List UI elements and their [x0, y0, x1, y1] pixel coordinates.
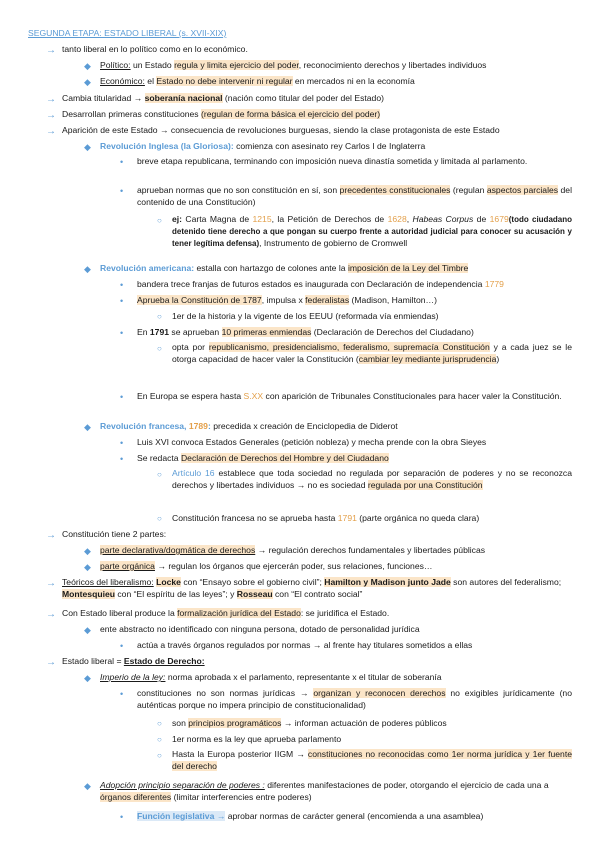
arrow-icon: → [46, 657, 56, 668]
bullet-icon: • [120, 454, 124, 464]
diamond-icon: ◆ [84, 562, 91, 572]
circle-bullet-icon: ○ [157, 514, 162, 523]
text-line: Económico: el Estado no debe intervenir ni regular en mercados ni en la economía [100, 76, 415, 86]
bullet-icon: • [120, 296, 124, 306]
text-line: Se redacta Declaración de Derechos del Hombre y del Ciudadano [137, 453, 389, 463]
text-line: aprueban normas que no son constitución en sí, son precedentes constitucionales (regulan aspectos parciales del contenido de una Constitución) [137, 185, 572, 207]
text-line: tanto liberal en lo político como en lo económico. [62, 44, 248, 54]
text-line: Función legislativa → aprobar normas de carácter general (encomienda a una asamblea) [137, 811, 484, 821]
bullet-icon: • [120, 328, 124, 338]
diamond-icon: ◆ [84, 264, 91, 274]
arrow-icon: → [46, 94, 56, 105]
circle-bullet-icon: ○ [157, 312, 162, 321]
text-line: actúa a través órganos regulados por normas → al frente hay titulares sometidos a ellas [137, 640, 473, 650]
text-line: Cambia titularidad → soberanía nacional (nación como titular del poder del Estado) [62, 93, 384, 103]
text-line: breve etapa republicana, terminando con imposición nueva dinastía sometida y limitada al parlamento. [137, 156, 528, 166]
text-line: Revolución Inglesa (la Gloriosa): comienza con asesinato rey Carlos I de Inglaterra [100, 141, 426, 151]
page-title: SEGUNDA ETAPA: ESTADO LIBERAL (s. XVII-XIX) [28, 28, 227, 38]
bullet-icon: • [120, 392, 124, 402]
text-line: opta por republicanismo, presidencialismo, federalismo, supremacía Constitución y a cada juez se le otorga capacidad de hacer valer la Constitución (cambiar ley mediante jurisprudencia) [172, 342, 572, 364]
text-line: Revolución francesa, 1789: precedida x creación de Enciclopedia de Diderot [100, 421, 398, 431]
text-line: 1er de la historia y la vigente de los EEUU (reformada vía enmiendas) [172, 311, 439, 321]
text-line: ente abstracto no identificado con ninguna persona, dotado de personalidad jurídica [100, 624, 420, 634]
text-line: Con Estado liberal produce la formalización jurídica del Estado: se juridifica el Estado. [62, 608, 390, 618]
diamond-icon: ◆ [84, 673, 91, 683]
diamond-icon: ◆ [84, 546, 91, 556]
text-line: parte declarativa/dogmática de derechos → regulación derechos fundamentales y libertades públicas [100, 545, 486, 555]
bullet-icon: • [120, 689, 124, 699]
circle-bullet-icon: ○ [157, 719, 162, 728]
circle-bullet-icon: ○ [157, 216, 162, 225]
bullet-icon: • [120, 157, 124, 167]
diamond-icon: ◆ [84, 142, 91, 152]
arrow-icon: → [46, 609, 56, 620]
arrow-icon: → [46, 578, 56, 589]
text-line: Aprueba la Constitución de 1787, impulsa x federalistas (Madison, Hamilton…) [137, 295, 437, 305]
text-line: En 1791 se aprueban 10 primeras enmiendas (Declaración de Derechos del Ciudadano) [137, 327, 474, 337]
bullet-icon: • [120, 186, 124, 196]
text-line: Revolución americana: estalla con hartazgo de colones ante la imposición de la Ley del Timbre [100, 263, 469, 273]
text-line: 1er norma es la ley que aprueba parlamento [172, 734, 342, 744]
text-line: Aparición de este Estado → consecuencia de revoluciones burguesas, siendo la clase protagonista de este Estado [62, 125, 500, 135]
bullet-icon: • [120, 280, 124, 290]
text-line: son principios programáticos → informan actuación de poderes públicos [172, 718, 447, 728]
text-line: En Europa se espera hasta S.XX con aparición de Tribunales Constitucionales para hacer valer la Constitución. [137, 391, 562, 401]
text-line: bandera trece franjas de futuros estados es inaugurada con Declaración de independencia 1779 [137, 279, 504, 289]
text-line: constituciones no son normas jurídicas → organizan y reconocen derechos no exigibles jurídicamente (no auténticas porque no impera principio de constitucionalidad) [137, 688, 572, 710]
text-line: Luis XVI convoca Estados Generales (petición nobleza) y mecha prende con la obra Sieyes [137, 437, 487, 447]
text-line: Constitución francesa no se aprueba hasta 1791 (parte orgánica no queda clara) [172, 513, 480, 523]
bullet-icon: • [120, 438, 124, 448]
text-line: Imperio de la ley: norma aprobada x el parlamento, representante x el titular de soberanía [100, 672, 442, 682]
circle-bullet-icon: ○ [157, 344, 162, 353]
text-line: Constitución tiene 2 partes: [62, 529, 167, 539]
text-line: Desarrollan primeras constituciones (regulan de forma básica el ejercicio del poder) [62, 109, 381, 119]
text-line: Teóricos del liberalismo: Locke con “Ensayo sobre el gobierno civil”; Hamilton y Madison junto Jade son autores del federalismo; Montesquieu con “El espíritu de las leyes”; y Rosseau con “El contrato social” [62, 577, 562, 599]
diamond-icon: ◆ [84, 61, 91, 71]
text-line: Artículo 16 establece que toda sociedad no regulada por separación de poderes y no se reconozca derechos y libertades individuos → no es sociedad regulada por una Constitución [172, 468, 572, 490]
text-line: Adopción principio separación de poderes : diferentes manifestaciones de poder, otorgando el ejercicio de cada una a órganos diferentes (limitar interferencies entre poderes) [100, 780, 549, 802]
diamond-icon: ◆ [84, 77, 91, 87]
text-line: Estado liberal = Estado de Derecho: [62, 656, 205, 666]
arrow-icon: → [46, 126, 56, 137]
diamond-icon: ◆ [84, 781, 91, 791]
text-line: parte orgánica → regulan los órganos que ejercerán poder, sus relaciones, funciones… [100, 561, 433, 571]
arrow-icon: → [46, 530, 56, 541]
arrow-icon: → [46, 110, 56, 121]
text-line: Hasta la Europa posterior IIGM → constituciones no reconocidas como 1er norma jurídica y 1er fuente del derecho [172, 749, 573, 771]
text-line: ej: Carta Magna de 1215, la Petición de Derechos de 1628, Habeas Corpus de 1679(todo ciudadano detenido tiene derecho a que pongan su cuerpo frente a autoridad judicial para conocer su acusación y tener legítima defensa), Instrumento de gobierno de Cromwell [172, 214, 572, 248]
text-line: Político: un Estado regula y limita ejercicio del poder, reconocimiento derechos y libertades individuos [100, 60, 487, 70]
bullet-icon: • [120, 641, 124, 651]
diamond-icon: ◆ [84, 422, 91, 432]
diamond-icon: ◆ [84, 625, 91, 635]
circle-bullet-icon: ○ [157, 470, 162, 479]
bullet-icon: • [120, 812, 124, 822]
circle-bullet-icon: ○ [157, 735, 162, 744]
arrow-icon: → [46, 45, 56, 56]
circle-bullet-icon: ○ [157, 751, 162, 760]
